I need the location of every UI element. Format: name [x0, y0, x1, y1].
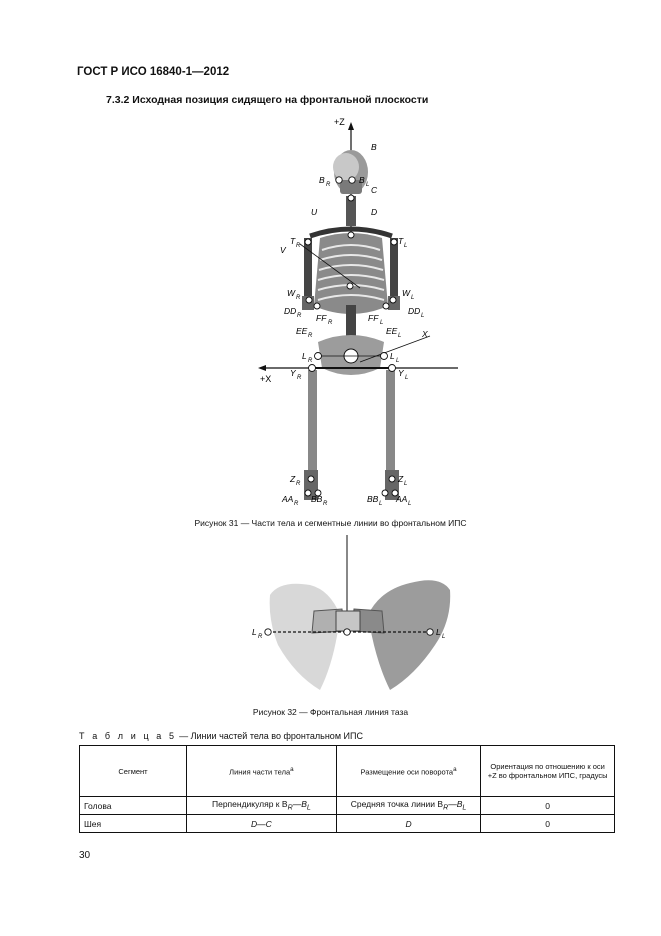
label-d: D: [371, 207, 378, 217]
label-b-left: B: [359, 175, 365, 185]
label-y-right: Y: [290, 368, 296, 378]
svg-text:L: L: [408, 501, 412, 507]
svg-text:L: L: [398, 333, 402, 339]
svg-text:R: R: [308, 358, 313, 364]
svg-text:L: L: [366, 182, 370, 188]
svg-text:L: L: [396, 358, 400, 364]
svg-text:R: R: [294, 501, 299, 507]
svg-text:L: L: [380, 320, 384, 326]
label-w-right: W: [287, 288, 296, 298]
label-l-right: L: [302, 351, 307, 361]
label-dd-right: DD: [284, 306, 297, 316]
label-b: B: [371, 142, 377, 152]
header-line: Линия части тела$^а$: [187, 746, 337, 797]
page-number: 30: [79, 850, 91, 861]
label-aa-right: AA: [282, 494, 294, 504]
table-5: [79, 745, 615, 833]
svg-text:R: R: [328, 320, 333, 326]
header-orientation: Ориентация по отношению к оси +Z во фронтальном ИПС, градусы: [481, 746, 615, 797]
label-u: U: [311, 207, 318, 217]
pelvis-label-l-right: L: [252, 627, 257, 637]
table-5-title: Т а б л и ц а 5 — Линии частей тела во фронтальном ИПС: [79, 731, 363, 741]
document-header: ГОСТ Р ИСО 16840-1—2012: [77, 66, 230, 78]
svg-text:L: L: [405, 375, 409, 381]
label-ff-left: FF: [368, 313, 379, 323]
svg-text:R: R: [297, 313, 302, 319]
label-l-left: L: [390, 351, 395, 361]
label-b-right: B: [319, 175, 325, 185]
label-t-right: T: [290, 236, 296, 246]
svg-text:L: L: [421, 313, 425, 319]
svg-text:R: R: [326, 182, 331, 188]
svg-text:R: R: [323, 501, 328, 507]
svg-text:R: R: [308, 333, 313, 339]
label-t-left: T: [398, 236, 404, 246]
svg-text:L: L: [411, 295, 415, 301]
svg-text:R: R: [296, 481, 301, 487]
label-ee-left: EE: [386, 326, 398, 336]
svg-text:L: L: [404, 481, 408, 487]
label-bb-right: BB: [311, 494, 323, 504]
label-y-left: Y: [398, 368, 404, 378]
label-z-right: Z: [290, 474, 296, 484]
header-segment: Сегмент: [80, 746, 187, 797]
axis-z-label: +Z: [334, 117, 345, 127]
svg-text:L: L: [379, 501, 383, 507]
figure-32-pelvis: [240, 535, 460, 700]
svg-text:L: L: [442, 634, 446, 640]
figure-31-skeleton: [240, 110, 480, 515]
svg-text:R: R: [297, 375, 302, 381]
label-ee-right: EE: [296, 326, 308, 336]
label-dd-left: DD: [408, 306, 421, 316]
figure-31-caption: Рисунок 31 — Части тела и сегментные линии во фронтальном ИПС: [194, 518, 467, 528]
label-x: X: [422, 329, 428, 339]
svg-text:L: L: [404, 243, 408, 249]
label-aa-left: AA: [396, 494, 408, 504]
label-z-left: Z: [398, 474, 404, 484]
table-row: Голова Перпендикуляр к $B_R—B_L$ Средняя точка линии $B_R—B_L$ 0: [80, 797, 615, 815]
svg-text:R: R: [296, 295, 301, 301]
section-title: 7.3.2 Исходная позиция сидящего на фронтальной плоскости: [106, 94, 429, 106]
label-v: V: [280, 245, 286, 255]
label-c: C: [371, 185, 378, 195]
label-ff-right: FF: [316, 313, 327, 323]
label-w-left: W: [402, 288, 411, 298]
figure-32-caption: Рисунок 32 — Фронтальная линия таза: [252, 707, 409, 717]
table-row: Шея D—C D 0: [80, 815, 615, 833]
axis-x-label: +X: [260, 374, 272, 384]
svg-text:R: R: [296, 243, 301, 249]
svg-text:R: R: [258, 634, 263, 640]
label-bb-left: BB: [367, 494, 379, 504]
header-axis: Размещение оси поворота$^а$: [336, 746, 480, 797]
pelvis-label-l-left: L: [436, 627, 441, 637]
